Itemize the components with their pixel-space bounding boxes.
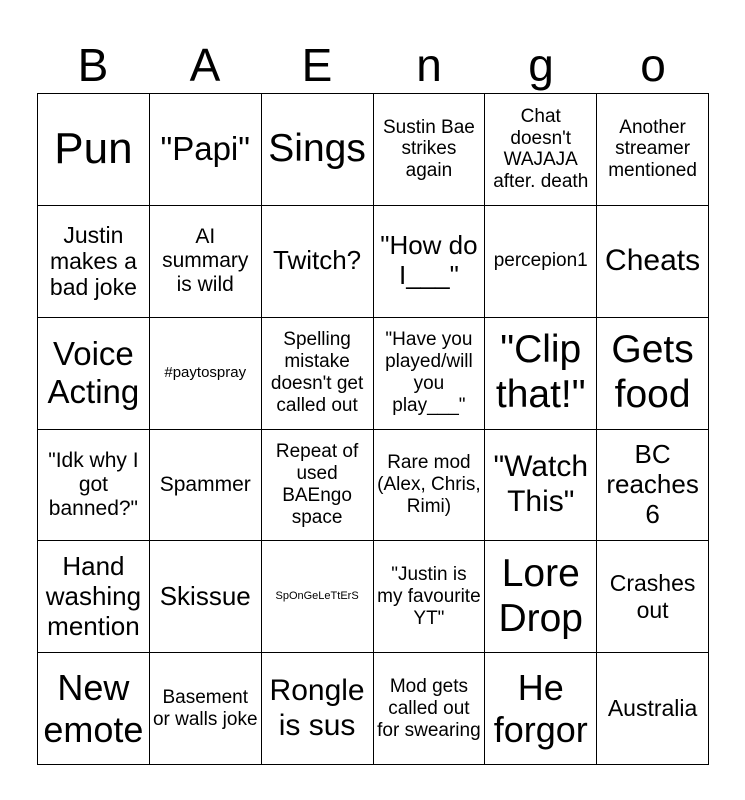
bingo-cell[interactable]: Pun	[38, 94, 150, 206]
bingo-cell[interactable]: Skissue	[150, 541, 262, 653]
bingo-cell[interactable]: Rare mod (Alex, Chris, Rimi)	[374, 430, 486, 542]
bingo-header	[37, 38, 709, 93]
header-letter-n: n	[416, 39, 442, 91]
header-letter-e: E	[301, 39, 333, 91]
bingo-cell[interactable]: Hand washing mention	[38, 541, 150, 653]
header-letter-g: g	[528, 39, 554, 91]
bingo-cell[interactable]: AI summary is wild	[150, 206, 262, 318]
bingo-cell[interactable]: Justin makes a bad joke	[38, 206, 150, 318]
bingo-board	[37, 93, 709, 765]
header-letter-b: B	[77, 39, 109, 91]
bingo-cell[interactable]: Voice Acting	[38, 318, 150, 430]
bingo-cell[interactable]: SpOnGeLeTtErS	[262, 541, 374, 653]
bingo-cell[interactable]: #paytospray	[150, 318, 262, 430]
bingo-cell[interactable]: Cheats	[597, 206, 709, 318]
bingo-cell[interactable]: Twitch?	[262, 206, 374, 318]
bingo-cell[interactable]: Spammer	[150, 430, 262, 542]
header-letter-a: A	[189, 39, 221, 91]
bingo-cell[interactable]: Spelling mistake doesn't get called out	[262, 318, 374, 430]
bingo-cell[interactable]: "Have you played/will you play___"	[374, 318, 486, 430]
bingo-cell[interactable]: Australia	[597, 653, 709, 765]
bingo-cell[interactable]: Repeat of used BAEngo space	[262, 430, 374, 542]
bingo-cell[interactable]: Lore Drop	[485, 541, 597, 653]
bingo-cell[interactable]: percepion1	[485, 206, 597, 318]
bingo-cell[interactable]: Basement or walls joke	[150, 653, 262, 765]
bingo-cell[interactable]: Rongle is sus	[262, 653, 374, 765]
header-letter-o: o	[640, 39, 666, 91]
bingo-cell[interactable]: BC reaches 6	[597, 430, 709, 542]
bingo-cell[interactable]: Chat doesn't WAJAJA after. death	[485, 94, 597, 206]
bingo-cell[interactable]: Sustin Bae strikes again	[374, 94, 486, 206]
bingo-cell[interactable]: New emote	[38, 653, 150, 765]
bingo-cell[interactable]: Mod gets called out for swearing	[374, 653, 486, 765]
bingo-cell[interactable]: "Idk why I got banned?"	[38, 430, 150, 542]
bingo-cell[interactable]: "Watch This"	[485, 430, 597, 542]
bingo-cell[interactable]: Crashes out	[597, 541, 709, 653]
bingo-cell[interactable]: "Papi"	[150, 94, 262, 206]
bingo-cell[interactable]: He forgor	[485, 653, 597, 765]
bingo-cell[interactable]: Sings	[262, 94, 374, 206]
bingo-cell[interactable]: Another streamer mentioned	[597, 94, 709, 206]
bingo-cell[interactable]: "Justin is my favourite YT"	[374, 541, 486, 653]
bingo-cell[interactable]: "How do I___"	[374, 206, 486, 318]
bingo-cell[interactable]: Gets food	[597, 318, 709, 430]
bingo-cell[interactable]: "Clip that!"	[485, 318, 597, 430]
